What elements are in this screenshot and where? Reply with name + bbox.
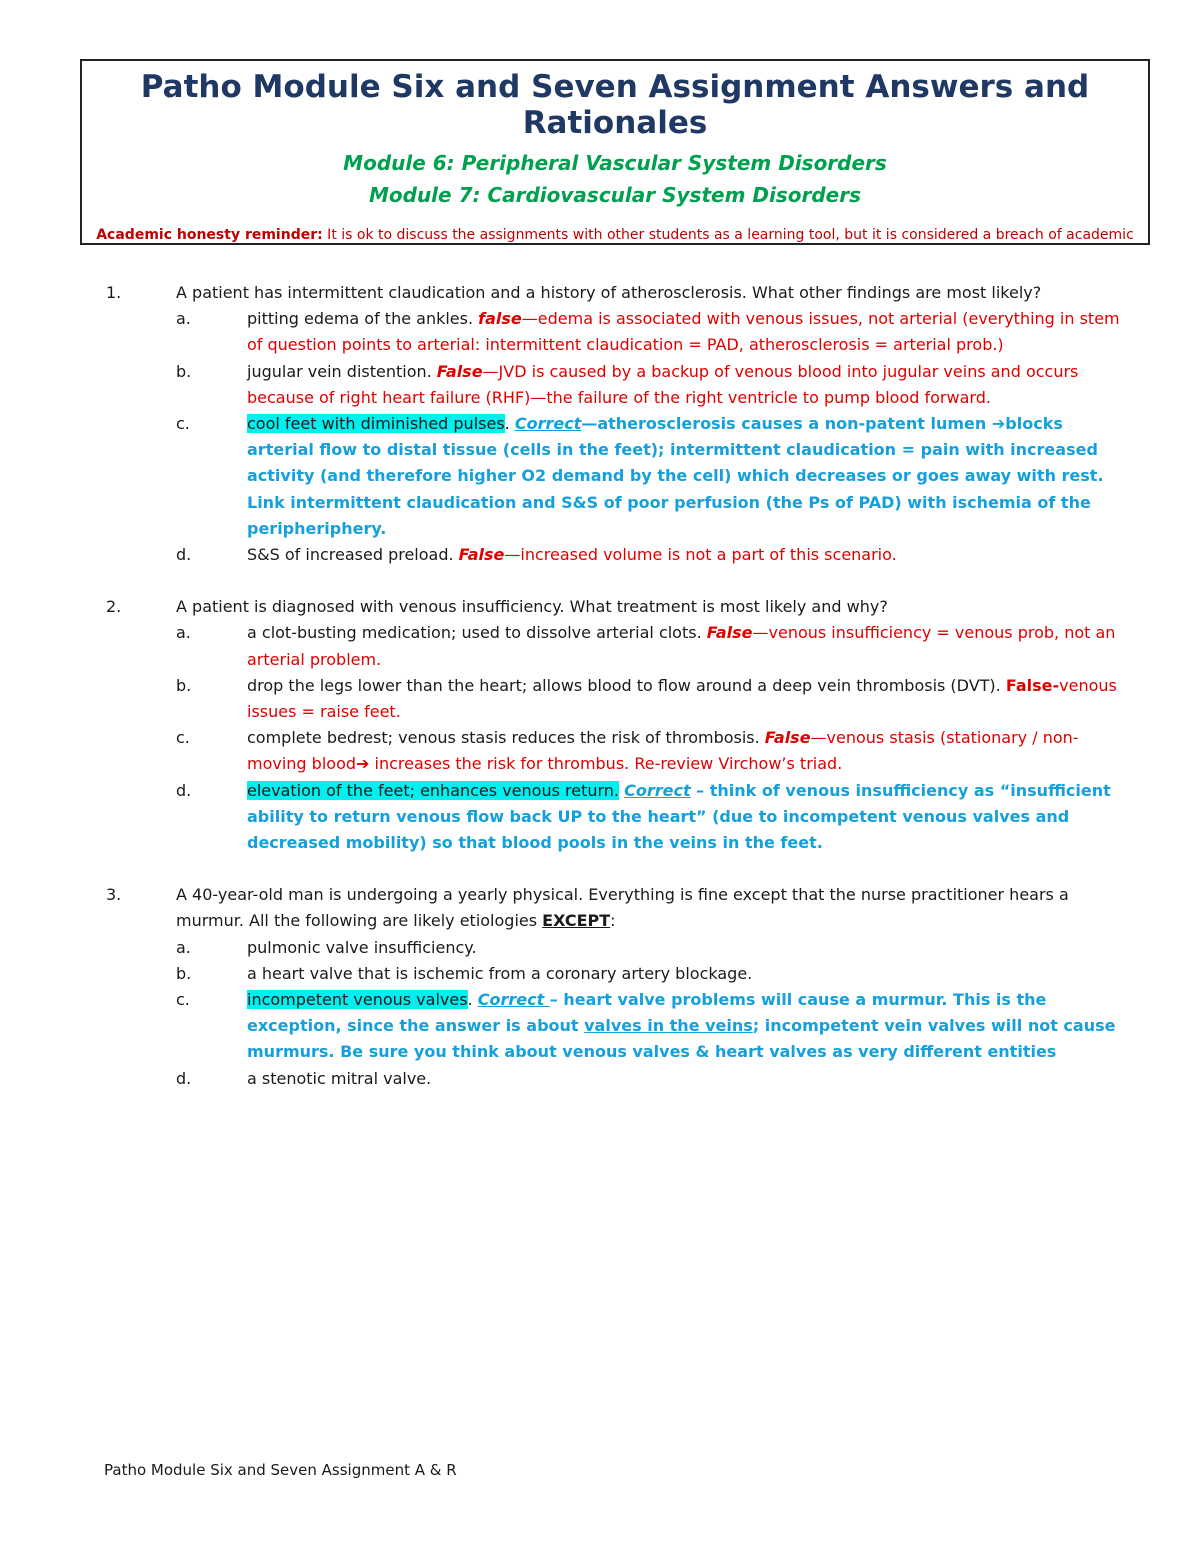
option-letter: c. <box>176 728 190 748</box>
arrow-icon: ➔ <box>991 414 1006 434</box>
option-letter: d. <box>176 1068 192 1088</box>
option-text-highlighted: elevation of the feet; enhances venous return. <box>247 780 620 800</box>
option-3c <box>0 987 1200 1066</box>
option-letter: d. <box>176 780 192 800</box>
option-letter: c. <box>176 414 190 434</box>
question-1 <box>0 280 1200 568</box>
option-punct: . <box>504 414 515 434</box>
verdict-false: False <box>458 545 505 565</box>
honesty-lead: Academic honesty reminder: <box>96 227 323 243</box>
option-2b <box>0 673 1200 725</box>
question-2 <box>0 594 1200 856</box>
option-3a <box>0 935 1200 961</box>
rationale-underlined: valves in the veins <box>584 1016 753 1036</box>
stem-emphasis: EXCEPT <box>542 911 611 931</box>
document-title: Patho Module Six and Seven Assignment Answers and Rationales <box>140 69 1090 141</box>
page-footer: Patho Module Six and Seven Assignment A & R <box>104 1461 457 1479</box>
verdict-false: False <box>706 623 753 643</box>
question-list <box>0 280 1200 1118</box>
option-text-highlighted: cool feet with diminished pulses <box>247 414 505 434</box>
title-box <box>80 59 1150 245</box>
question-number: 1. <box>106 283 122 302</box>
question-stem: A patient is diagnosed with venous insufficiency. What treatment is most likely and why? <box>176 597 888 617</box>
option-letter: a. <box>176 309 191 329</box>
option-text: jugular vein distention. <box>247 361 437 381</box>
arrow-icon: ➔ <box>356 754 370 774</box>
question-stem <box>176 882 1130 934</box>
verdict-false: false <box>478 309 522 329</box>
question-number: 3. <box>106 885 122 905</box>
option-punct: . <box>467 990 478 1010</box>
option-letter: a. <box>176 937 191 957</box>
rationale: —JVD is caused by a backup of venous blood into jugular veins and occurs because of right heart failure (RHF)—the failure of the right ventricle to pump blood forward. <box>247 361 1079 407</box>
stem-text: A 40-year-old man is undergoing a yearly physical. Everything is fine except that the nurse practitioner hears a murmur. All the following are likely etiologies <box>176 885 1069 931</box>
option-text: S&S of increased preload. <box>247 545 459 565</box>
option-text-highlighted: incompetent venous valves <box>247 990 468 1010</box>
option-letter: b. <box>176 361 192 381</box>
academic-honesty-reminder <box>82 227 1148 243</box>
rationale: —atherosclerosis causes a non-patent lumen <box>581 414 992 434</box>
option-letter: b. <box>176 963 192 983</box>
option-text: a clot-busting medication; used to dissolve arterial clots. <box>247 623 707 643</box>
rationale: —edema is associated with venous issues, not arterial (everything in stem of question points to arterial: intermittent claudication = PAD, atherosclerosis = arterial prob.) <box>247 309 1120 355</box>
stem-colon: : <box>610 911 616 931</box>
option-text: pitting edema of the ankles. <box>247 309 479 329</box>
module-6-subtitle: Module 6: Peripheral Vascular System Disorders <box>343 151 887 175</box>
option-1b <box>0 359 1200 411</box>
rationale-continued: ; incompetent vein valves will not cause murmurs. Be sure you think about venous valves & heart valves as very different entities <box>247 1016 1116 1062</box>
option-2a <box>0 620 1200 672</box>
option-1c <box>0 411 1200 542</box>
option-3b <box>0 961 1200 987</box>
option-1d <box>0 542 1200 568</box>
option-text: complete bedrest; venous stasis reduces the risk of thrombosis. <box>247 728 765 748</box>
rationale-continued: increases the risk for thrombus. Re-review Virchow’s triad. <box>369 754 843 774</box>
verdict-false: False <box>436 361 483 381</box>
verdict-correct: Correct <box>624 780 691 800</box>
honesty-text: It is ok to discuss the assignments with other students as a learning tool, but it is considered a breach of academic <box>322 227 1134 243</box>
question-stem: A patient has intermittent claudication and a history of atherosclerosis. What other findings are most likely? <box>176 283 1042 302</box>
option-letter: d. <box>176 545 192 565</box>
question-3 <box>0 882 1200 1092</box>
rationale: – heart valve problems will cause a murmur. This is the exception, since the answer is about <box>247 990 1047 1036</box>
rationale: – think of venous insufficiency as “insufficient ability to return venous flow back UP to the heart” (due to incompetent venous valves and decreased mobility) so that blood pools in the veins in the feet. <box>247 780 1111 853</box>
option-3d <box>0 1066 1200 1092</box>
module-7-subtitle: Module 7: Cardiovascular System Disorders <box>368 183 861 207</box>
rationale: —venous stasis (stationary / non-moving blood <box>247 728 1079 774</box>
verdict-correct: Correct <box>477 990 550 1010</box>
rationale: —venous insufficiency = venous prob, not an arterial problem. <box>247 623 1116 669</box>
rationale-continued: blocks arterial flow to distal tissue (cells in the feet); intermittent claudication = pain with increased activity (and therefore higher O2 demand by the cell) which decreases or goes away with rest. Link intermittent claudication and S&S of poor perfusion (the Ps of PAD) with ischemia of the peripheriphery. <box>247 414 1104 538</box>
option-letter: b. <box>176 675 192 695</box>
verdict-false: False <box>764 728 811 748</box>
option-letter: c. <box>176 990 190 1010</box>
option-2c <box>0 725 1200 777</box>
verdict-false: False- <box>1005 675 1060 695</box>
rationale: —increased volume is not a part of this scenario. <box>504 545 897 565</box>
option-text: drop the legs lower than the heart; allows blood to flow around a deep vein thrombosis (DVT). <box>247 675 1006 695</box>
option-text: pulmonic valve insufficiency. <box>247 937 477 957</box>
verdict-correct: Correct <box>514 414 582 434</box>
rationale: venous issues = raise feet. <box>247 675 1117 722</box>
option-1a <box>0 306 1200 358</box>
option-2d <box>0 778 1200 857</box>
question-number: 2. <box>106 597 122 617</box>
option-letter: a. <box>176 623 191 643</box>
option-text: a stenotic mitral valve. <box>247 1068 432 1088</box>
option-text: a heart valve that is ischemic from a coronary artery blockage. <box>247 963 753 983</box>
